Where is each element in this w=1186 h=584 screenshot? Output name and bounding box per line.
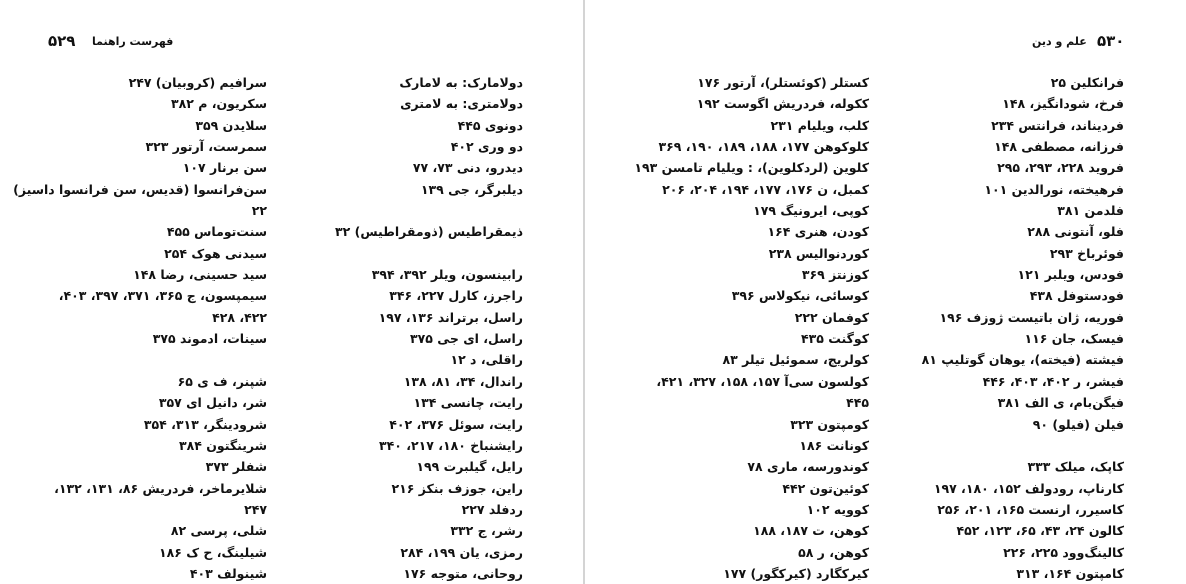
index-entry: راسل، برتراند ۱۳۶، ۱۹۷ xyxy=(378,309,523,325)
index-entry: کوپی، ایرونیگ ۱۷۹ xyxy=(753,203,869,219)
index-entry: کوهن، ر ۵۸ xyxy=(798,544,869,560)
index-entry: کوویه ۱۰۲ xyxy=(806,501,869,517)
index-entry: دیدرو، دنی ۷۳، ۷۷ xyxy=(412,160,523,176)
index-entry: روحانی، متوجه ۱۷۶ xyxy=(403,565,523,581)
index-entry: شرینگتون ۳۸۴ xyxy=(179,437,267,453)
index-entry: راین، جوزف بنکز ۲۱۶ xyxy=(391,480,523,496)
index-entry: سکریون، م ۳۸۲ xyxy=(170,96,267,112)
index-entry: ۲۲ xyxy=(251,203,267,219)
index-entry: سلایدن ۳۵۹ xyxy=(195,117,267,133)
index-entry: رمزی، یان ۱۹۹، ۲۸۴ xyxy=(400,544,523,560)
index-entry: رایت، چانسی ۱۳۴ xyxy=(413,395,523,411)
index-entry: شرودینگر، ۳۱۳، ۳۵۴ xyxy=(143,416,267,432)
index-entry: سن برنار ۱۰۷ xyxy=(182,160,267,176)
index-entry: کوندورسه، ماری ۷۸ xyxy=(747,459,869,475)
index-entry: سید حسینی، رضا ۱۴۸ xyxy=(133,267,267,283)
index-entry: رایت، سوئل ۳۷۶، ۴۰۲ xyxy=(389,416,523,432)
index-entry: کامپتون ۱۶۴، ۳۱۳ xyxy=(1016,565,1124,581)
right-page-column-2 xyxy=(922,72,1124,584)
index-entry: کونانت ۱۸۶ xyxy=(799,437,869,453)
index-entry: شیلینگ، ح ک ۱۸۶ xyxy=(158,544,267,560)
index-entry: فوریه، ژان باتیست ژوزف ۱۹۶ xyxy=(939,309,1124,325)
index-entry: فرزانه، مصطفی ۱۴۸ xyxy=(994,139,1124,155)
index-entry: ۲۴۷ xyxy=(244,501,267,517)
index-entry: سن‌فرانسوا (قدیس، سن فرانسوا داسیز) xyxy=(13,181,267,197)
index-entry xyxy=(335,200,523,221)
index-entry: فردیناند، فرانتس ۲۳۴ xyxy=(991,117,1124,133)
index-entry: فیشته (فیخته)، یوهان گوتلیپ ۸۱ xyxy=(921,352,1124,368)
index-entry: کستلر (کوئستلر)، آرتور ۱۷۶ xyxy=(697,75,869,90)
index-entry: سینات، ادموند ۳۷۵ xyxy=(152,331,267,347)
index-entry: کولریج، سموئیل تیلر ۸۳ xyxy=(722,352,869,368)
index-entry: دولامتری: به لامتری xyxy=(400,96,523,112)
index-entry: شینولف ۴۰۳ xyxy=(189,565,267,581)
index-entry: ذیمقراطیس (ذومقراطیس) ۳۲ xyxy=(334,224,523,240)
index-entry: ککوله، فردریش اگوست ۱۹۲ xyxy=(696,96,869,112)
index-entry: ۴۲۲، ۴۲۸ xyxy=(212,309,267,325)
index-entry: سمرست، آرتور ۳۲۳ xyxy=(145,139,267,155)
index-entry: کمبل، ن ۱۷۶، ۱۷۷، ۱۹۴، ۲۰۴، ۲۰۶ xyxy=(662,181,869,197)
index-entry: سنت‌توماس ۴۵۵ xyxy=(166,224,267,240)
index-entry: راجرز، کارل ۲۲۷، ۳۴۶ xyxy=(389,288,523,304)
index-entry: فودستوفل ۴۳۸ xyxy=(1029,288,1124,304)
index-entry: دولامارک: به لامارک xyxy=(399,75,523,90)
index-entry: سرافیم (کروبیان) ۲۴۷ xyxy=(128,75,267,90)
right-page-number: ۵۳۰ xyxy=(1097,32,1125,50)
index-entry: کوئین‌تون ۴۴۲ xyxy=(782,480,869,496)
index-entry: رایشنباخ ۱۸۰، ۲۱۷، ۳۴۰ xyxy=(378,437,523,453)
index-entry: کاسیرر، ارنست ۱۶۵، ۲۰۱، ۲۵۶ xyxy=(937,501,1124,517)
index-entry: کلب، ویلیام ۲۳۱ xyxy=(770,117,869,133)
index-entry: رایل، گیلبرت ۱۹۹ xyxy=(416,459,523,475)
index-entry: کودن، هنری ۱۶۴ xyxy=(767,224,869,240)
index-entry: ۴۴۵ xyxy=(846,395,869,411)
index-entry: شلایرماخر، فردریش ۸۶، ۱۳۱، ۱۳۲، xyxy=(54,480,267,496)
index-entry xyxy=(13,349,267,370)
index-entry: راسل، ای جی ۳۷۵ xyxy=(409,331,523,347)
index-entry: رابینسون، ویلر ۳۹۲، ۳۹۴ xyxy=(371,267,523,283)
index-entry: فلو، آنتونی ۲۸۸ xyxy=(1027,224,1124,240)
index-entry: فرخ، شودانگیز، ۱۴۸ xyxy=(1002,96,1124,112)
index-entry: کوفمان ۲۲۲ xyxy=(794,309,869,325)
index-entry: کوزنتز ۳۶۹ xyxy=(801,267,869,283)
index-entry: کوهن، ت ۱۸۷، ۱۸۸ xyxy=(753,523,869,539)
index-entry: راندال، ۳۴، ۸۱، ۱۳۸ xyxy=(403,373,523,389)
index-entry: کالون ۲۴، ۴۳، ۶۵، ۱۲۳، ۴۵۲ xyxy=(956,523,1124,539)
index-entry: فوئرباخ ۲۹۳ xyxy=(1049,245,1124,261)
index-entry xyxy=(335,243,523,264)
index-entry: فیسک، جان ۱۱۶ xyxy=(1024,331,1124,347)
right-running-title: علم و دین xyxy=(1032,35,1087,48)
left-page-number: ۵۲۹ xyxy=(48,32,76,50)
index-entry: کالینگ‌وود ۲۲۵، ۲۲۶ xyxy=(1003,544,1124,560)
index-entry: کلوکوهن ۱۷۷، ۱۸۸، ۱۸۹، ۱۹۰، ۳۶۹ xyxy=(658,139,869,155)
index-entry: سیمپسون، ج ۳۶۵، ۳۷۱، ۳۹۷، ۴۰۳، xyxy=(58,288,267,304)
index-entry: فلدمن ۳۸۱ xyxy=(1057,203,1124,219)
index-entry xyxy=(922,435,1124,456)
index-entry: راقلی، د ۱۲ xyxy=(450,352,523,368)
index-entry: رشر، ج ۳۳۲ xyxy=(450,523,523,539)
index-entry: کارناپ، رودولف ۱۵۲، ۱۸۰، ۱۹۷ xyxy=(933,480,1124,496)
right-page xyxy=(587,0,1186,584)
index-entry: کوگنت ۴۳۵ xyxy=(801,331,869,347)
index-entry: دونوی ۴۴۵ xyxy=(457,117,523,133)
index-entry: شفلر ۳۷۳ xyxy=(205,459,267,475)
left-page-column-1 xyxy=(13,72,267,584)
index-entry: سیدنی هوک ۲۵۴ xyxy=(164,245,267,261)
index-entry: دو وری ۴۰۲ xyxy=(450,139,523,155)
index-entry: شلی، پرسی ۸۲ xyxy=(170,523,267,539)
index-entry: کوردنوالیس ۲۳۸ xyxy=(768,245,869,261)
index-entry: کیرکگارد (کیرکگور) ۱۷۷ xyxy=(723,565,869,581)
index-entry: کومپتون ۳۲۳ xyxy=(790,416,869,432)
index-entry: کلوین (لردکلوین)، : ویلیام تامسن ۱۹۳ xyxy=(634,160,869,176)
index-entry: ردفلد ۲۲۷ xyxy=(461,501,523,517)
left-page-column-2 xyxy=(335,72,523,584)
index-entry: کاپک، میلک ۳۳۳ xyxy=(1027,459,1124,475)
index-entry: دیلبرگر، جی ۱۳۹ xyxy=(420,181,523,197)
index-entry: فیلن (فیلو) ۹۰ xyxy=(1032,416,1124,432)
left-page xyxy=(0,0,583,584)
left-running-title: فهرست راهنما xyxy=(92,35,174,48)
index-entry: کوسائی، نیکولاس ۳۹۶ xyxy=(731,288,869,304)
index-entry: فروید ۲۲۸، ۲۹۳، ۲۹۵ xyxy=(997,160,1124,176)
index-entry: فیشر، ر ۴۰۲، ۴۰۳، ۴۴۶ xyxy=(982,373,1124,389)
index-entry: فودس، ویلبر ۱۲۱ xyxy=(1017,267,1124,283)
index-entry: شپنر، ف ی ۶۵ xyxy=(177,373,267,389)
index-entry: فرهیخته، نورالدین ۱۰۱ xyxy=(984,181,1124,197)
index-entry: کولسون سی‌آ ۱۵۷، ۱۵۸، ۳۲۷، ۴۲۱، xyxy=(656,373,869,389)
index-entry: شر، دانیل ای ۳۵۷ xyxy=(158,395,267,411)
index-entry: فرانکلین ۲۵ xyxy=(1050,75,1124,90)
right-page-column-1 xyxy=(634,72,869,584)
index-entry: فیگن‌بام، ی الف ۳۸۱ xyxy=(997,395,1124,411)
